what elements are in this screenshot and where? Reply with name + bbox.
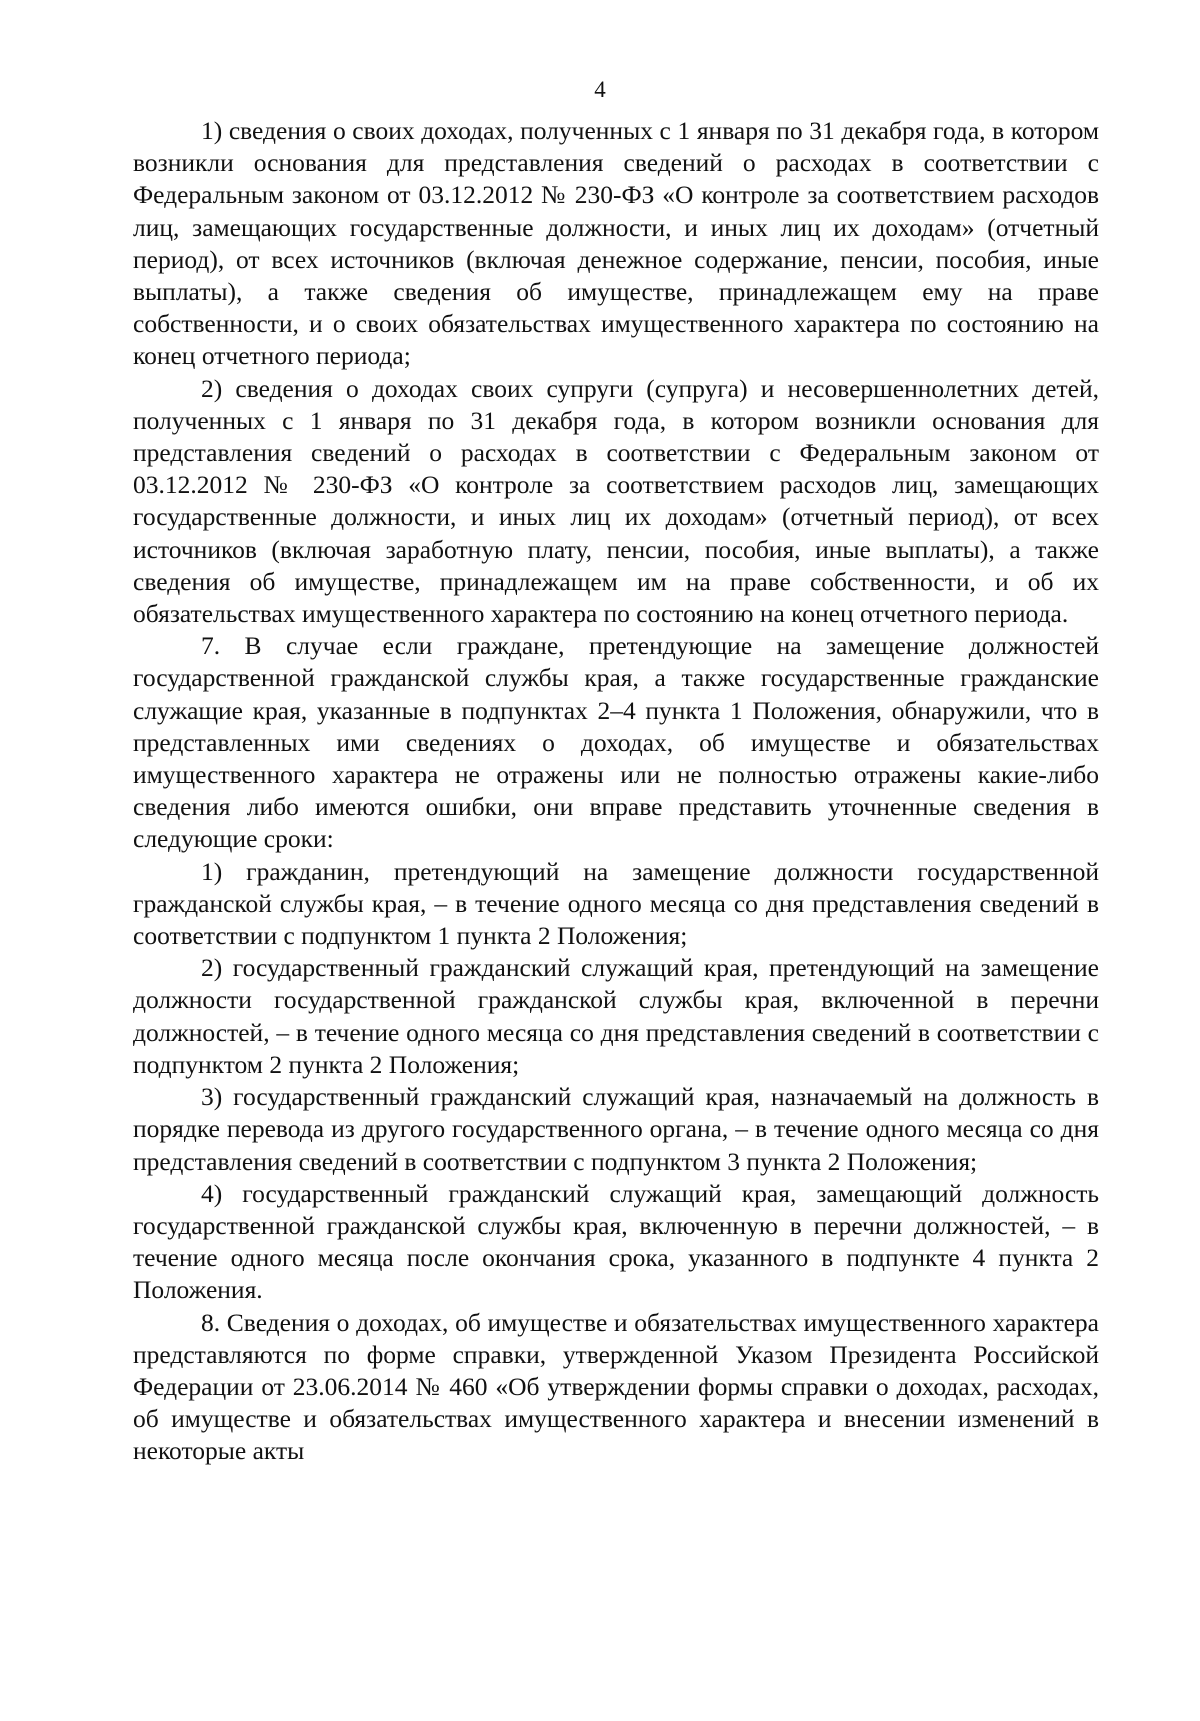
page-number: 4 [594, 77, 606, 102]
paragraph-7-corrections: 7. В случае если граждане, претендующие на замещение должностей государственной гражданской службы края, а также государственные гражданские служащие края, указанные в подпунктах 2–4 пункта 1 Положения, обнаружили, что в представленных ими сведениях о доходах, об имуществе и обязательствах имущественного характера не отражены или не полностью отражены какие-либо сведения либо имеются ошибки, они вправе представить уточненные сведения в следующие сроки: [133, 631, 1099, 854]
paragraph-7-2-employee: 2) государственный гражданский служащий края, претендующий на замещение должности государственной гражданской службы края, включенной в перечни должностей, – в течение одного месяца со дня представления сведений в соответствии с подпунктом 2 пункта 2 Положения; [133, 953, 1099, 1079]
paragraph-8-form: 8. Сведения о доходах, об имуществе и обязательствах имущественного характера представляются по форме справки, утвержденной Указом Президента Российской Федерации от 23.06.2014 № 460 «Об утверждении формы справки о доходах, расходах, об имуществе и обязательствах имущественного характера и внесении изменений в некоторые акты [133, 1307, 1099, 1466]
paragraph-7-1-citizen: 1) гражданин, претендующий на замещение должности государственной гражданской службы края, – в течение одного месяца со дня представления сведений в соответствии с подпунктом 1 пункта 2 Положения; [133, 856, 1099, 951]
paragraph-1-income-own: 1) сведения о своих доходах, полученных с 1 января по 31 декабря года, в котором возникли основания для представления сведений о расходах в соответствии с Федеральным законом от 03.12.2012 № 230-ФЗ «О контроле за соответствием расходов лиц, замещающих государственные должности, и иных лиц их доходам» (отчетный период), от всех источников (включая денежное содержание, пенсии, пособия, иные выплаты), а также сведения об имуществе, принадлежащем ему на праве собственности, и о своих обязательствах имущественного характера по состоянию на конец отчетного периода; [133, 116, 1099, 371]
paragraph-7-3-transfer: 3) государственный гражданский служащий края, назначаемый на должность в порядке перевода из другого государственного органа, – в течение одного месяца со дня представления сведений в соответствии с подпунктом 3 пункта 2 Положения; [133, 1082, 1099, 1176]
paragraph-7-4-current: 4) государственный гражданский служащий края, замещающий должность государственной гражданской службы края, включенную в перечни должностей, – в течение одного месяца после окончания срока, указанного в подпункте 4 пункта 2 Положения. [133, 1178, 1099, 1305]
paragraph-2-income-family: 2) сведения о доходах своих супруги (супруга) и несовершеннолетних детей, полученных с 1 января по 31 декабря года, в котором возникли основания для представления сведений о расходах в соответствии с Федеральным законом от 03.12.2012 № 230-ФЗ «О контроле за соответствием расходов лиц, замещающих государственные должности, и иных лиц их доходам» (отчетный период), от всех источников (включая заработную плату, пенсии, пособия, иные выплаты), а также сведения об имуществе, принадлежащем им на праве собственности, и об их обязательствах имущественного характера по состоянию на конец отчетного периода. [133, 373, 1099, 629]
document-body [133, 115, 1099, 1468]
